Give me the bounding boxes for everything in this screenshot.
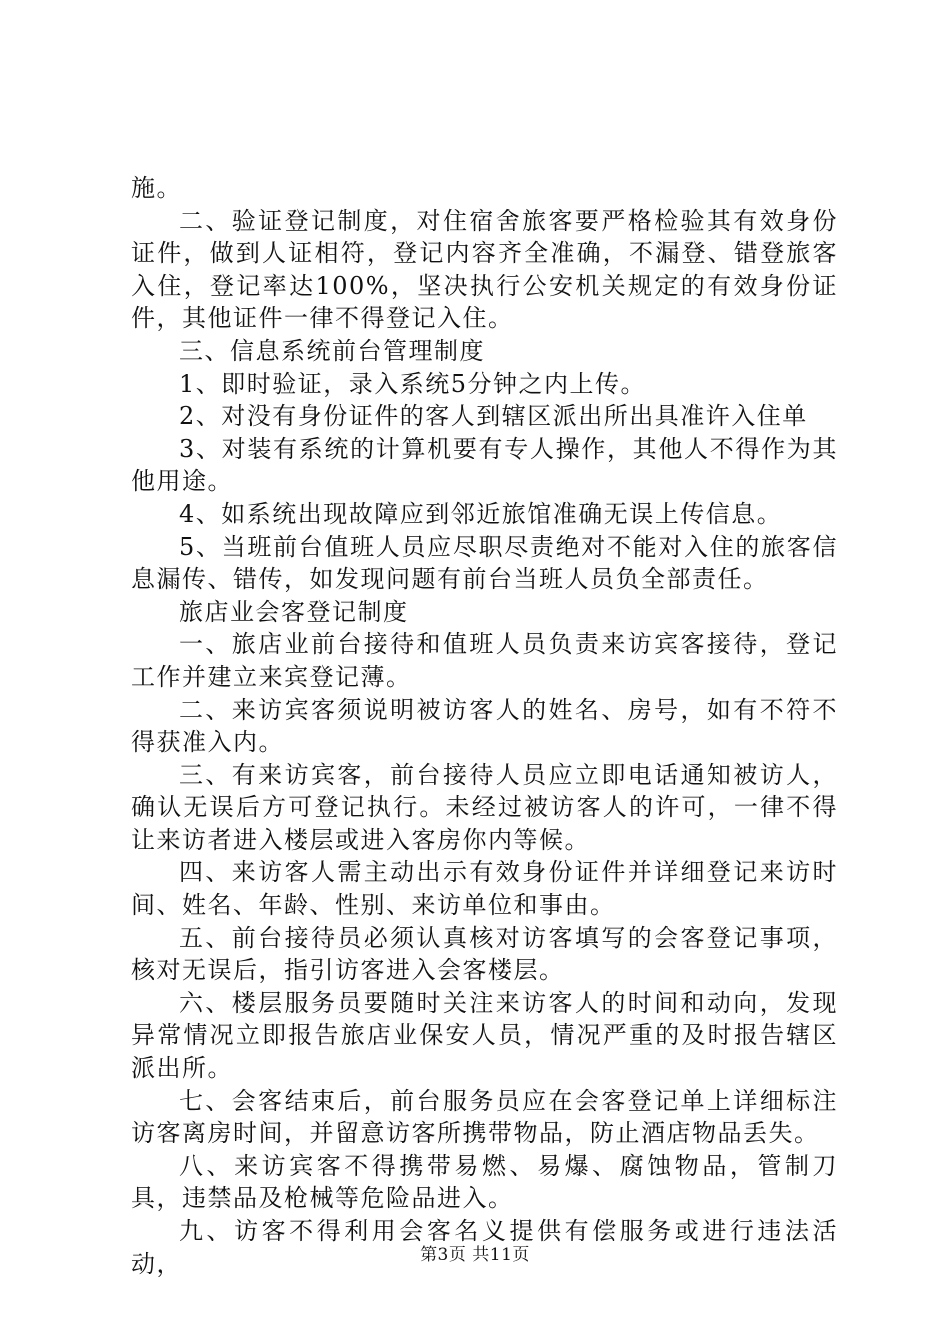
paragraph-visitor-rule-3: 三、有来访宾客，前台接待人员应立即电话通知被访人，确认无误后方可登记执行。未经过被访客人的许可，一律不得让来访者进入楼层或进入客房你内等候。: [131, 760, 838, 854]
paragraph-visitor-rule-8: 八、来访宾客不得携带易燃、易爆、腐蚀物品，管制刀具，违禁品及枪械等危险品进入。: [131, 1151, 838, 1213]
paragraph-item-2: 2、对没有身份证件的客人到辖区派出所出具准许入住单: [179, 402, 808, 431]
page-number-footer: 第3页 共11页: [420, 1245, 530, 1265]
paragraph-item-4: 4、如系统出现故障应到邻近旅馆准确无误上传信息。: [179, 499, 783, 528]
paragraph-visitor-rule-4: 四、来访客人需主动出示有效身份证件并详细登记来访时间、姓名、年龄、性别、来访单位和事由。: [131, 858, 838, 920]
document-body: [131, 172, 838, 1280]
paragraph-visitor-rule-7: 七、会客结束后，前台服务员应在会客登记单上详细标注访客离房时间，并留意访客所携带物品，防止酒店物品丢失。: [131, 1086, 838, 1148]
paragraph-visitor-rule-5: 五、前台接待员必须认真核对访客填写的会客登记事项，核对无误后，指引访客进入会客楼层。: [131, 923, 838, 985]
paragraph-item-5: 5、当班前台值班人员应尽职尽责绝对不能对入住的旅客信息漏传、错传，如发现问题有前台当班人员负全部责任。: [131, 532, 838, 594]
paragraph-item-1: 1、即时验证，录入系统5分钟之内上传。: [179, 369, 647, 398]
paragraph-visitor-rule-1: 一、旅店业前台接待和值班人员负责来访宾客接待，登记工作并建立来宾登记薄。: [131, 630, 838, 691]
section-heading-visitor-registration: 旅店业会客登记制度: [179, 597, 409, 626]
paragraph-visitor-rule-6: 六、楼层服务员要随时关注来访客人的时间和动向，发现异常情况立即报告旅店业保安人员，情况严重的及时报告辖区派出所。: [131, 988, 838, 1083]
paragraph-item-3: 3、对装有系统的计算机要有专人操作，其他人不得作为其他用途。: [131, 434, 838, 496]
paragraph-visitor-rule-2: 二、来访宾客须说明被访客人的姓名、房号，如有不符不得获准入内。: [131, 695, 838, 757]
paragraph-continuation: 施。: [131, 174, 182, 202]
paragraph-verification-rule: 二、验证登记制度，对住宿舍旅客要严格检验其有效身份证件，做到人证相符，登记内容齐全准确，不漏登、错登旅客入住，登记率达100%，坚决执行公安机关规定的有效身份证件，其他证件一律不得登记入住。: [131, 206, 838, 333]
section-heading-info-system: 三、信息系统前台管理制度: [179, 336, 485, 365]
paragraph-visitor-rule-9: 九、访客不得利用会客名义提供有偿服务或进行违法活动，: [131, 1217, 838, 1278]
